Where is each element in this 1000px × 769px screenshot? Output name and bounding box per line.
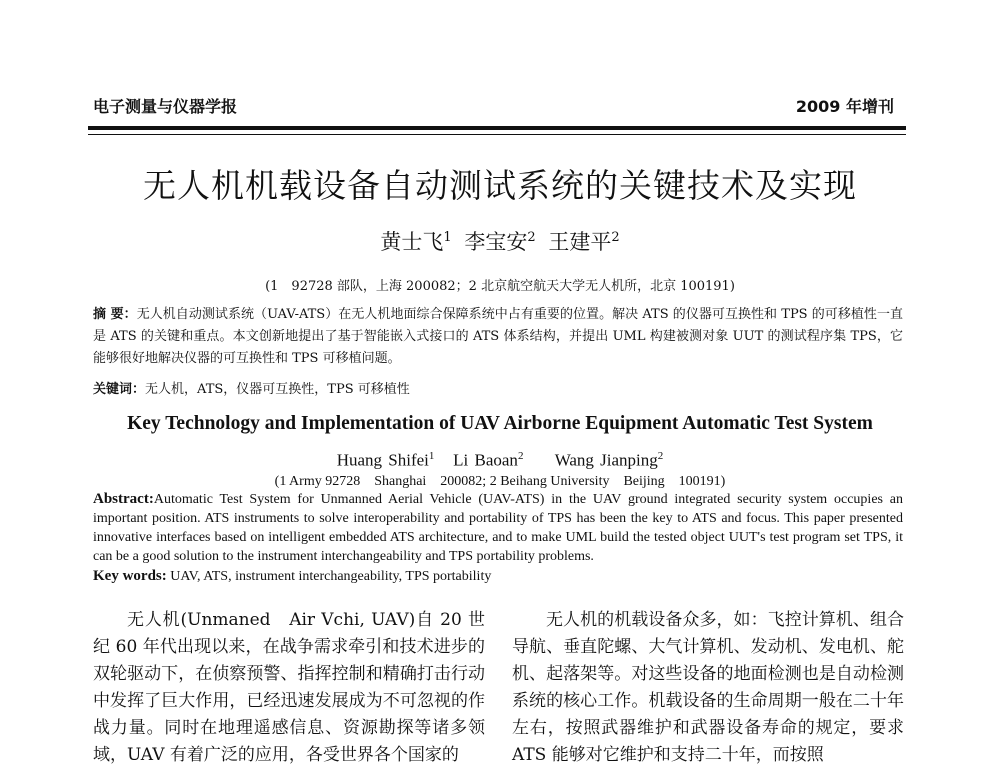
abstract-en-text: Automatic Test System for Unmanned Aerial Vehicle (UAV-ATS) in the UAV ground integrated security system occupies an important position. ATS instruments to solve interoperability and portability of TPS has been the key to ATS and focus. This paper presented innovative interfaces based on intelligent embedded ATS architecture, and to make UML build the tested object UUT's test program set TPS, it can be a good solution to the instrument interchangeability and TPS portability problems. [93, 492, 903, 564]
author-en-sup: 2 [517, 450, 524, 462]
author-cn-sup: 1 [443, 230, 452, 245]
abstract-cn-label: 摘 要： [93, 307, 137, 322]
body-paragraph: 无人机(Unmaned Air Vchi, UAV)自 20 世纪 60 年代出现以来，在战争需求牵引和技术进步的双轮驱动下，在侦察预警、指挥控制和精确打击行动中发挥了巨大作用，已经迅速发展成为不可忽视的作战力量。同时在地理遥感信息、资源勘探等诸多领域，UAV 有着广泛的应用，各受世界各个国家的 [93, 610, 485, 765]
keywords-cn-text: 无人机，ATS，仪器可互换性，TPS 可移植性 [145, 382, 410, 397]
authors-cn [0, 226, 1000, 256]
author-cn-name: 王建平 [548, 230, 612, 254]
keywords-en [93, 568, 903, 585]
author-en-name: Li Baoan [453, 450, 518, 470]
author-en-sup: 2 [657, 450, 664, 462]
keywords-cn-label: 关键词： [93, 382, 146, 397]
header-rule-thick [88, 126, 906, 130]
affiliation-en: (1 Army 92728 Shanghai 200082; 2 Beihang University Beijing 100191) [274, 474, 726, 489]
authors-en [0, 450, 1000, 471]
paper-title-cn: 无人机机载设备自动测试系统的关键技术及实现 [143, 166, 857, 205]
author-cn-name: 黄士飞 [380, 230, 444, 254]
author-en-sup: 1 [428, 450, 435, 462]
header-rule-thin [88, 134, 906, 135]
abstract-cn-text: 无人机自动测试系统（UAV-ATS）在无人机地面综合保障系统中占有重要的位置。解决 ATS 的仪器可互换性和 TPS 的可移植性一直是 ATS 的关键和重点。本文创新地提出了基于智能嵌入式接口的 ATS 体系结构，并提出 UML 构建被测对象 UUT 的测试程序集 TPS，它能够很好地解决仪器的可互换性和 TPS 可移植问题。 [93, 307, 903, 366]
keywords-en-text: UAV, ATS, instrument interchangeability, TPS portability [170, 569, 492, 584]
keywords-en-label: Key words: [93, 568, 167, 584]
body-column-right [512, 607, 904, 769]
keywords-cn [93, 378, 903, 397]
abstract-cn [93, 304, 903, 370]
body-column-left [93, 607, 485, 769]
author-en-name: Huang Shifei [336, 450, 429, 470]
author-cn-sup: 2 [527, 230, 536, 245]
author-cn-sup: 2 [611, 230, 620, 245]
issue-label: 2009 年增刊 [795, 97, 894, 116]
body-paragraph: 无人机的机载设备众多，如：飞控计算机、组合导航、垂直陀螺、大气计算机、发动机、发电机、舵机、起落架等。对这些设备的地面检测也是自动检测系统的核心工作。机载设备的生命周期一般在二十年左右，按照武器维护和武器设备寿命的规定，要求 ATS 能够对它维护和支持二十年，而按照 [512, 610, 904, 765]
abstract-en-label: Abstract: [93, 491, 154, 507]
author-en-name: Wang Jianping [554, 450, 658, 470]
journal-name: 电子测量与仪器学报 [93, 97, 238, 116]
author-cn-name: 李宝安 [464, 230, 528, 254]
affiliation-cn: (1 92728 部队，上海 200082；2 北京航空航天大学无人机所，北京 100191) [265, 279, 735, 294]
abstract-en [93, 490, 903, 566]
paper-title-en: Key Technology and Implementation of UAV Airborne Equipment Automatic Test System [127, 413, 873, 434]
